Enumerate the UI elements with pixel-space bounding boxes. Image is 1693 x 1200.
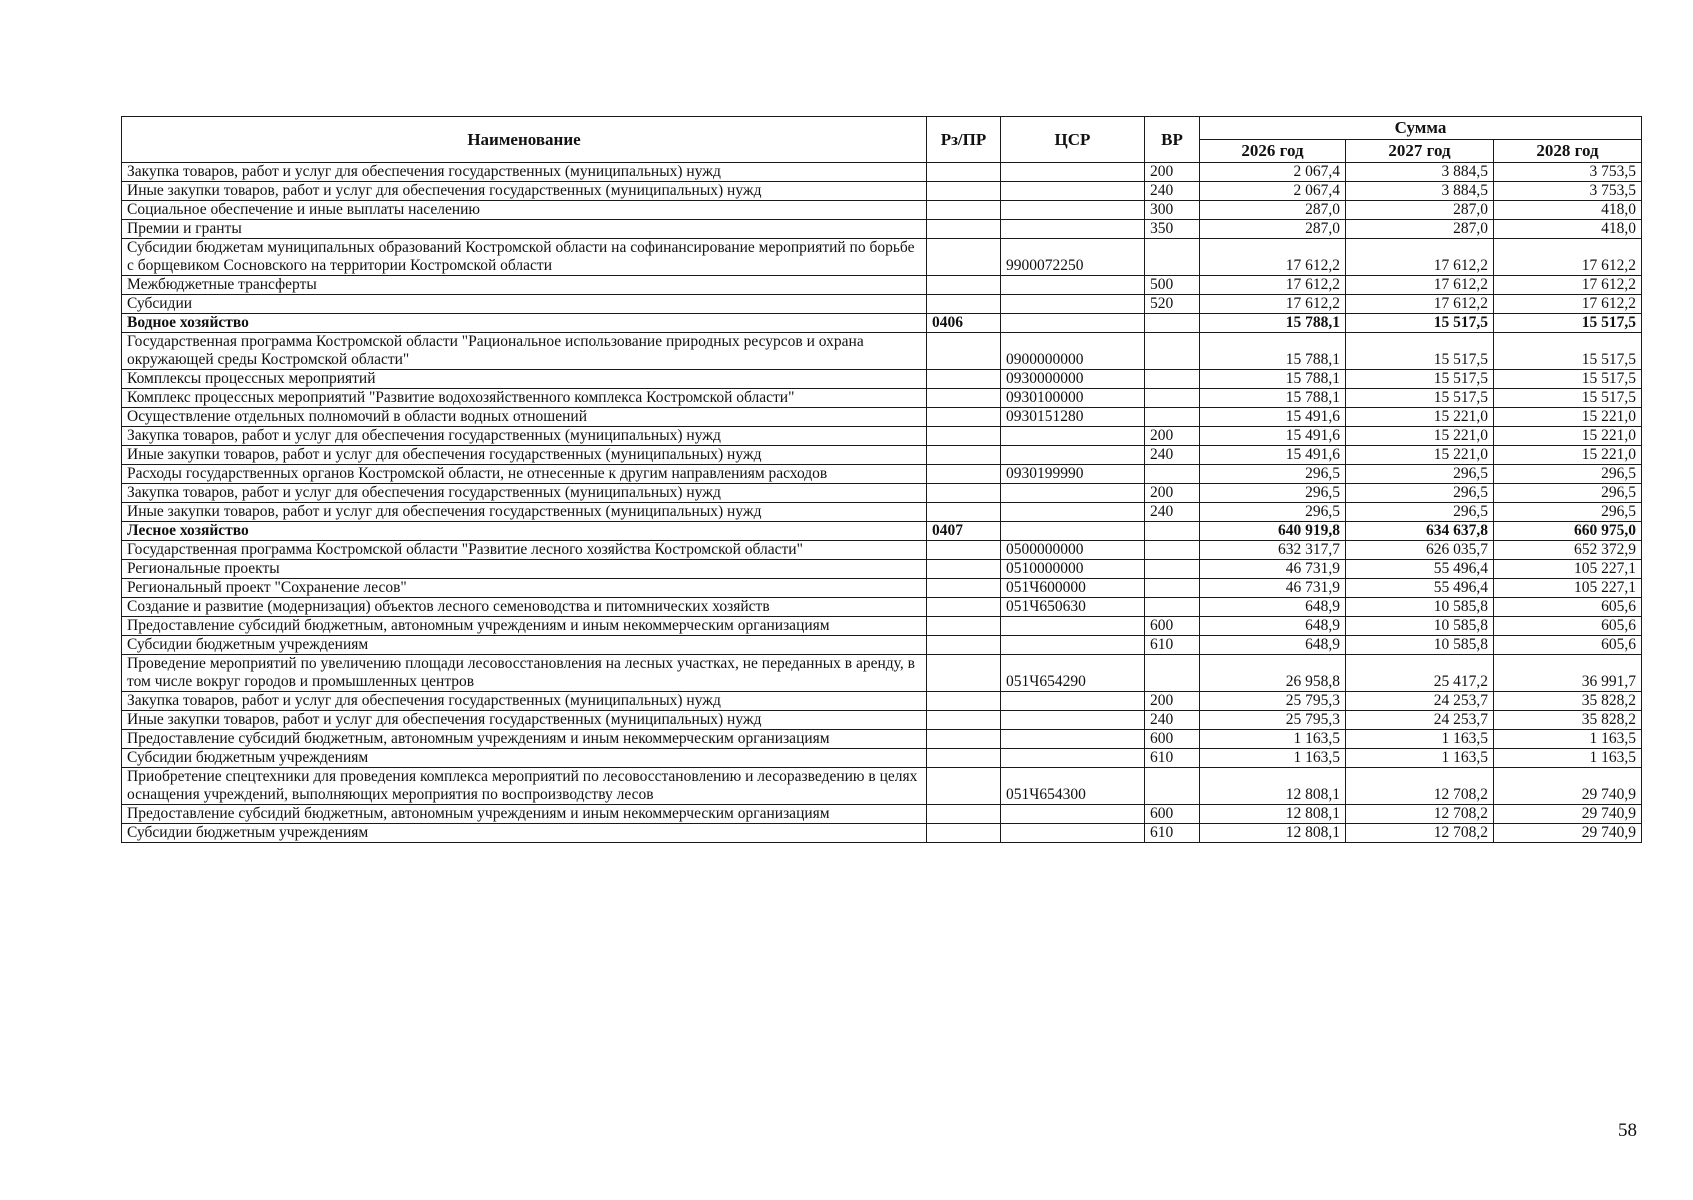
cell-2026: 1 163,5 (1200, 749, 1346, 768)
table-row (122, 446, 1642, 465)
cell-2028: 35 828,2 (1494, 692, 1642, 711)
cell-rz (927, 617, 1001, 636)
cell-rz (927, 730, 1001, 749)
cell-rz (927, 370, 1001, 389)
table-row (122, 730, 1642, 749)
cell-csr: 9900072250 (1001, 239, 1145, 276)
cell-2026: 25 795,3 (1200, 711, 1346, 730)
cell-2028: 660 975,0 (1494, 522, 1642, 541)
cell-2026: 2 067,4 (1200, 163, 1346, 182)
cell-2026: 648,9 (1200, 598, 1346, 617)
cell-rz (927, 579, 1001, 598)
cell-rz (927, 824, 1001, 843)
cell-csr (1001, 824, 1145, 843)
cell-rz (927, 484, 1001, 503)
cell-2028: 15 221,0 (1494, 446, 1642, 465)
cell-name: Субсидии бюджетам муниципальных образований Костромской области на софинансирование мероприятий по борьбе с борщевиком Сосновского на территории Костромской области (122, 239, 927, 276)
cell-name: Иные закупки товаров, работ и услуг для обеспечения государственных (муниципальных) нужд (122, 182, 927, 201)
cell-csr: 051Ч600000 (1001, 579, 1145, 598)
cell-2026: 17 612,2 (1200, 239, 1346, 276)
cell-rz (927, 541, 1001, 560)
cell-2027: 55 496,4 (1346, 560, 1494, 579)
cell-2027: 55 496,4 (1346, 579, 1494, 598)
table-row (122, 636, 1642, 655)
cell-rz (927, 503, 1001, 522)
cell-vr: 600 (1145, 730, 1200, 749)
cell-name: Региональный проект "Сохранение лесов" (122, 579, 927, 598)
cell-rz (927, 560, 1001, 579)
cell-2028: 15 517,5 (1494, 389, 1642, 408)
cell-name: Проведение мероприятий по увеличению площади лесовосстановления на лесных участках, не переданных в аренду, в том числе вокруг городов и промышленных центров (122, 655, 927, 692)
table-row (122, 598, 1642, 617)
cell-rz (927, 805, 1001, 824)
cell-vr (1145, 560, 1200, 579)
cell-csr (1001, 730, 1145, 749)
header-year-2027: 2027 год (1346, 140, 1494, 163)
cell-csr (1001, 220, 1145, 239)
table-row (122, 749, 1642, 768)
cell-2028: 36 991,7 (1494, 655, 1642, 692)
cell-2027: 17 612,2 (1346, 276, 1494, 295)
cell-rz (927, 408, 1001, 427)
cell-rz (927, 389, 1001, 408)
table-row (122, 370, 1642, 389)
cell-vr (1145, 579, 1200, 598)
cell-vr: 240 (1145, 711, 1200, 730)
header-sum: Сумма (1200, 117, 1642, 140)
cell-rz: 0406 (927, 314, 1001, 333)
cell-2026: 296,5 (1200, 465, 1346, 484)
header-rz: Рз/ПР (927, 117, 1001, 163)
cell-name: Иные закупки товаров, работ и услуг для обеспечения государственных (муниципальных) нужд (122, 446, 927, 465)
table-row (122, 692, 1642, 711)
cell-name: Государственная программа Костромской области "Рациональное использование природных ресурсов и охрана окружающей среды Костромской области" (122, 333, 927, 370)
cell-rz (927, 692, 1001, 711)
cell-vr (1145, 239, 1200, 276)
cell-name: Комплекс процессных мероприятий "Развитие водохозяйственного комплекса Костромской области" (122, 389, 927, 408)
cell-2028: 605,6 (1494, 617, 1642, 636)
cell-vr: 200 (1145, 484, 1200, 503)
cell-name: Лесное хозяйство (122, 522, 927, 541)
cell-2026: 296,5 (1200, 503, 1346, 522)
cell-csr (1001, 276, 1145, 295)
cell-rz (927, 182, 1001, 201)
cell-2027: 296,5 (1346, 484, 1494, 503)
table-row (122, 805, 1642, 824)
cell-csr: 051Ч654300 (1001, 768, 1145, 805)
cell-vr (1145, 389, 1200, 408)
cell-2026: 12 808,1 (1200, 824, 1346, 843)
cell-name: Социальное обеспечение и иные выплаты населению (122, 201, 927, 220)
cell-2028: 652 372,9 (1494, 541, 1642, 560)
cell-2027: 296,5 (1346, 503, 1494, 522)
cell-csr: 0930100000 (1001, 389, 1145, 408)
cell-2027: 15 221,0 (1346, 446, 1494, 465)
cell-name: Государственная программа Костромской области "Развитие лесного хозяйства Костромской области" (122, 541, 927, 560)
cell-rz (927, 711, 1001, 730)
cell-name: Межбюджетные трансферты (122, 276, 927, 295)
cell-2028: 296,5 (1494, 503, 1642, 522)
cell-2027: 15 517,5 (1346, 389, 1494, 408)
cell-name: Региональные проекты (122, 560, 927, 579)
cell-name: Закупка товаров, работ и услуг для обеспечения государственных (муниципальных) нужд (122, 692, 927, 711)
header-year-2026: 2026 год (1200, 140, 1346, 163)
table-row (122, 579, 1642, 598)
cell-2027: 10 585,8 (1346, 636, 1494, 655)
cell-csr (1001, 711, 1145, 730)
cell-csr (1001, 427, 1145, 446)
cell-vr (1145, 370, 1200, 389)
cell-2028: 15 221,0 (1494, 427, 1642, 446)
cell-2027: 3 884,5 (1346, 163, 1494, 182)
cell-rz (927, 201, 1001, 220)
table-row (122, 239, 1642, 276)
cell-vr: 240 (1145, 182, 1200, 201)
table-row (122, 163, 1642, 182)
cell-2027: 3 884,5 (1346, 182, 1494, 201)
table-row (122, 655, 1642, 692)
cell-rz (927, 446, 1001, 465)
cell-name: Субсидии бюджетным учреждениям (122, 636, 927, 655)
cell-2027: 296,5 (1346, 465, 1494, 484)
cell-name: Иные закупки товаров, работ и услуг для обеспечения государственных (муниципальных) нужд (122, 711, 927, 730)
cell-2027: 15 221,0 (1346, 427, 1494, 446)
page-number: 58 (1618, 1120, 1637, 1141)
cell-2027: 17 612,2 (1346, 239, 1494, 276)
header-csr: ЦСР (1001, 117, 1145, 163)
cell-2027: 12 708,2 (1346, 768, 1494, 805)
cell-name: Приобретение спецтехники для проведения комплекса мероприятий по лесовосстановлению и лесоразведению в целях оснащения учреждений, выполняющих мероприятия по воспроизводству лесов (122, 768, 927, 805)
cell-2026: 648,9 (1200, 636, 1346, 655)
cell-vr (1145, 522, 1200, 541)
cell-vr: 200 (1145, 427, 1200, 446)
cell-2028: 1 163,5 (1494, 749, 1642, 768)
cell-csr (1001, 201, 1145, 220)
cell-rz (927, 333, 1001, 370)
cell-2026: 12 808,1 (1200, 768, 1346, 805)
cell-rz (927, 636, 1001, 655)
cell-2026: 46 731,9 (1200, 579, 1346, 598)
cell-name: Субсидии бюджетным учреждениям (122, 824, 927, 843)
cell-name: Предоставление субсидий бюджетным, автономным учреждениям и иным некоммерческим организациям (122, 805, 927, 824)
cell-2026: 25 795,3 (1200, 692, 1346, 711)
cell-2026: 15 491,6 (1200, 408, 1346, 427)
table-row (122, 503, 1642, 522)
cell-csr (1001, 617, 1145, 636)
cell-2026: 46 731,9 (1200, 560, 1346, 579)
cell-2027: 24 253,7 (1346, 711, 1494, 730)
cell-2028: 605,6 (1494, 598, 1642, 617)
cell-2026: 15 491,6 (1200, 427, 1346, 446)
cell-2027: 15 517,5 (1346, 333, 1494, 370)
cell-2026: 15 491,6 (1200, 446, 1346, 465)
cell-vr: 240 (1145, 503, 1200, 522)
cell-csr (1001, 446, 1145, 465)
cell-vr: 240 (1145, 446, 1200, 465)
cell-csr (1001, 503, 1145, 522)
cell-name: Расходы государственных органов Костромской области, не отнесенные к другим направлениям расходов (122, 465, 927, 484)
cell-vr: 200 (1145, 163, 1200, 182)
cell-name: Осуществление отдельных полномочий в области водных отношений (122, 408, 927, 427)
cell-csr: 051Ч654290 (1001, 655, 1145, 692)
cell-rz (927, 427, 1001, 446)
cell-rz (927, 239, 1001, 276)
cell-vr (1145, 314, 1200, 333)
header-name: Наименование (122, 117, 927, 163)
cell-csr (1001, 484, 1145, 503)
cell-csr (1001, 163, 1145, 182)
table-row (122, 617, 1642, 636)
cell-2028: 418,0 (1494, 201, 1642, 220)
table-row (122, 427, 1642, 446)
cell-csr: 0930151280 (1001, 408, 1145, 427)
cell-2027: 17 612,2 (1346, 295, 1494, 314)
table-row (122, 389, 1642, 408)
cell-rz (927, 163, 1001, 182)
cell-2026: 15 788,1 (1200, 389, 1346, 408)
cell-2027: 287,0 (1346, 220, 1494, 239)
section-row (122, 522, 1642, 541)
table-row (122, 560, 1642, 579)
cell-csr: 0930000000 (1001, 370, 1145, 389)
cell-2028: 15 517,5 (1494, 370, 1642, 389)
table-row (122, 295, 1642, 314)
cell-name: Закупка товаров, работ и услуг для обеспечения государственных (муниципальных) нужд (122, 163, 927, 182)
budget-table (121, 116, 1642, 843)
cell-vr (1145, 408, 1200, 427)
cell-2028: 418,0 (1494, 220, 1642, 239)
cell-2027: 1 163,5 (1346, 749, 1494, 768)
cell-csr: 0900000000 (1001, 333, 1145, 370)
cell-2027: 12 708,2 (1346, 824, 1494, 843)
table-row (122, 333, 1642, 370)
cell-2026: 296,5 (1200, 484, 1346, 503)
table-row (122, 276, 1642, 295)
cell-csr (1001, 805, 1145, 824)
cell-vr (1145, 768, 1200, 805)
cell-2027: 15 221,0 (1346, 408, 1494, 427)
cell-rz (927, 655, 1001, 692)
cell-2028: 15 517,5 (1494, 333, 1642, 370)
table-row (122, 484, 1642, 503)
cell-csr (1001, 692, 1145, 711)
cell-name: Комплексы процессных мероприятий (122, 370, 927, 389)
cell-2028: 17 612,2 (1494, 239, 1642, 276)
cell-csr: 0510000000 (1001, 560, 1145, 579)
cell-vr: 610 (1145, 749, 1200, 768)
cell-2026: 12 808,1 (1200, 805, 1346, 824)
cell-2027: 10 585,8 (1346, 617, 1494, 636)
cell-2026: 1 163,5 (1200, 730, 1346, 749)
cell-vr (1145, 541, 1200, 560)
cell-2026: 648,9 (1200, 617, 1346, 636)
cell-vr: 350 (1145, 220, 1200, 239)
table-row (122, 541, 1642, 560)
cell-rz: 0407 (927, 522, 1001, 541)
cell-name: Предоставление субсидий бюджетным, автономным учреждениям и иным некоммерческим организациям (122, 730, 927, 749)
cell-name: Водное хозяйство (122, 314, 927, 333)
cell-2028: 605,6 (1494, 636, 1642, 655)
cell-2027: 10 585,8 (1346, 598, 1494, 617)
cell-name: Закупка товаров, работ и услуг для обеспечения государственных (муниципальных) нужд (122, 484, 927, 503)
cell-vr: 300 (1145, 201, 1200, 220)
cell-vr: 520 (1145, 295, 1200, 314)
table-row (122, 824, 1642, 843)
cell-2027: 25 417,2 (1346, 655, 1494, 692)
cell-name: Иные закупки товаров, работ и услуг для обеспечения государственных (муниципальных) нужд (122, 503, 927, 522)
cell-2026: 640 919,8 (1200, 522, 1346, 541)
cell-2028: 17 612,2 (1494, 276, 1642, 295)
cell-2028: 296,5 (1494, 484, 1642, 503)
table-row (122, 220, 1642, 239)
cell-rz (927, 295, 1001, 314)
cell-vr: 200 (1145, 692, 1200, 711)
table-row (122, 711, 1642, 730)
cell-vr (1145, 598, 1200, 617)
cell-csr (1001, 314, 1145, 333)
cell-2026: 17 612,2 (1200, 295, 1346, 314)
cell-rz (927, 768, 1001, 805)
cell-2028: 17 612,2 (1494, 295, 1642, 314)
cell-csr (1001, 636, 1145, 655)
cell-rz (927, 598, 1001, 617)
cell-vr: 600 (1145, 805, 1200, 824)
cell-rz (927, 465, 1001, 484)
cell-2028: 29 740,9 (1494, 805, 1642, 824)
cell-2028: 3 753,5 (1494, 163, 1642, 182)
cell-csr (1001, 182, 1145, 201)
cell-2026: 17 612,2 (1200, 276, 1346, 295)
section-row (122, 314, 1642, 333)
cell-vr: 600 (1145, 617, 1200, 636)
cell-2027: 24 253,7 (1346, 692, 1494, 711)
table-row (122, 201, 1642, 220)
table-row (122, 182, 1642, 201)
cell-2026: 632 317,7 (1200, 541, 1346, 560)
cell-vr (1145, 655, 1200, 692)
cell-csr (1001, 522, 1145, 541)
cell-2028: 3 753,5 (1494, 182, 1642, 201)
table-row (122, 465, 1642, 484)
cell-2027: 12 708,2 (1346, 805, 1494, 824)
cell-csr: 051Ч650630 (1001, 598, 1145, 617)
cell-2026: 15 788,1 (1200, 370, 1346, 389)
cell-name: Субсидии (122, 295, 927, 314)
cell-csr (1001, 295, 1145, 314)
cell-2028: 15 221,0 (1494, 408, 1642, 427)
cell-2027: 634 637,8 (1346, 522, 1494, 541)
table-row (122, 768, 1642, 805)
cell-2026: 26 958,8 (1200, 655, 1346, 692)
cell-2028: 1 163,5 (1494, 730, 1642, 749)
cell-vr (1145, 465, 1200, 484)
cell-2028: 105 227,1 (1494, 560, 1642, 579)
cell-vr (1145, 333, 1200, 370)
cell-2026: 287,0 (1200, 201, 1346, 220)
cell-2026: 15 788,1 (1200, 333, 1346, 370)
cell-csr (1001, 749, 1145, 768)
header-vr: ВР (1145, 117, 1200, 163)
cell-2027: 1 163,5 (1346, 730, 1494, 749)
cell-vr: 610 (1145, 824, 1200, 843)
cell-name: Закупка товаров, работ и услуг для обеспечения государственных (муниципальных) нужд (122, 427, 927, 446)
cell-name: Субсидии бюджетным учреждениям (122, 749, 927, 768)
cell-name: Создание и развитие (модернизация) объектов лесного семеноводства и питомнических хозяйств (122, 598, 927, 617)
table-body (122, 163, 1642, 843)
cell-name: Предоставление субсидий бюджетным, автономным учреждениям и иным некоммерческим организациям (122, 617, 927, 636)
cell-2026: 15 788,1 (1200, 314, 1346, 333)
cell-rz (927, 276, 1001, 295)
cell-2028: 35 828,2 (1494, 711, 1642, 730)
cell-2028: 29 740,9 (1494, 824, 1642, 843)
cell-vr: 500 (1145, 276, 1200, 295)
cell-rz (927, 220, 1001, 239)
cell-2027: 287,0 (1346, 201, 1494, 220)
cell-2026: 2 067,4 (1200, 182, 1346, 201)
cell-name: Премии и гранты (122, 220, 927, 239)
cell-csr: 0500000000 (1001, 541, 1145, 560)
table-row (122, 408, 1642, 427)
cell-csr: 0930199990 (1001, 465, 1145, 484)
cell-2027: 15 517,5 (1346, 370, 1494, 389)
cell-2028: 296,5 (1494, 465, 1642, 484)
cell-2027: 15 517,5 (1346, 314, 1494, 333)
cell-2028: 29 740,9 (1494, 768, 1642, 805)
cell-2028: 15 517,5 (1494, 314, 1642, 333)
cell-2028: 105 227,1 (1494, 579, 1642, 598)
header-year-2028: 2028 год (1494, 140, 1642, 163)
cell-2026: 287,0 (1200, 220, 1346, 239)
cell-rz (927, 749, 1001, 768)
cell-vr: 610 (1145, 636, 1200, 655)
cell-2027: 626 035,7 (1346, 541, 1494, 560)
